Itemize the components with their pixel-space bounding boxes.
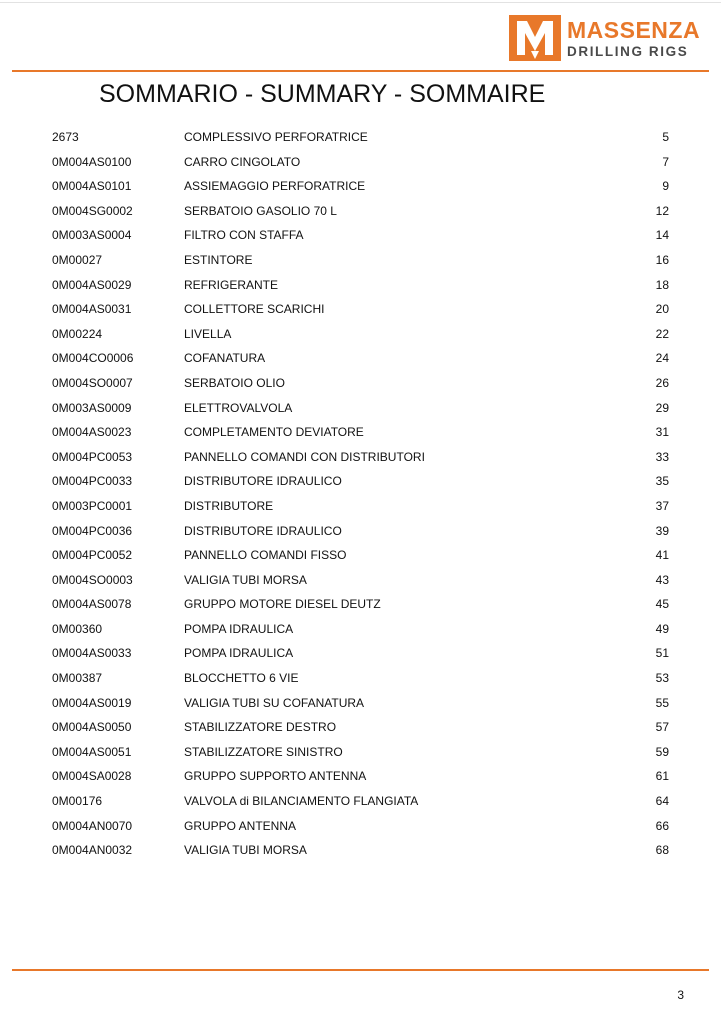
toc-row	[0, 248, 721, 273]
toc-description: PANNELLO COMANDI CON DISTRIBUTORI	[184, 449, 425, 464]
toc-code: 0M003AS0004	[52, 228, 132, 243]
toc-description: DISTRIBUTORE IDRAULICO	[184, 474, 342, 489]
toc-page-number: 59	[655, 744, 669, 759]
toc-page-number: 18	[655, 277, 669, 292]
toc-description: ESTINTORE	[184, 252, 253, 267]
toc-row	[0, 814, 721, 839]
toc-row	[0, 715, 721, 740]
toc-description: COLLETTORE SCARICHI	[184, 302, 325, 317]
toc-page-number: 57	[655, 720, 669, 735]
toc-row	[0, 519, 721, 544]
toc-description: VALIGIA TUBI SU COFANATURA	[184, 695, 365, 710]
toc-page-number: 14	[655, 228, 669, 243]
toc-code: 0M004CO0006	[52, 351, 134, 366]
toc-description: CARRO CINGOLATO	[184, 154, 301, 169]
toc-code: 0M004SA0028	[52, 769, 132, 784]
toc-row	[0, 322, 721, 347]
toc-description: POMPA IDRAULICA	[184, 621, 294, 636]
toc-code: 0M004AS0100	[52, 154, 132, 169]
toc-page-number: 26	[655, 375, 669, 390]
toc-page-number: 53	[655, 671, 669, 686]
toc-description: STABILIZZATORE SINISTRO	[184, 744, 343, 759]
toc-code: 0M003PC0001	[52, 498, 133, 513]
toc-code: 0M004AS0031	[52, 302, 132, 317]
toc-row	[0, 789, 721, 814]
toc-description: DISTRIBUTORE	[184, 498, 274, 513]
toc-description: COMPLESSIVO PERFORATRICE	[184, 130, 368, 144]
top-border-line	[0, 2, 721, 3]
toc-page-number: 43	[655, 572, 669, 587]
toc-row	[0, 297, 721, 322]
toc-description: GRUPPO SUPPORTO ANTENNA	[184, 769, 367, 784]
toc-page-number: 41	[655, 548, 669, 563]
toc-page-number: 61	[655, 769, 669, 784]
toc-row	[0, 592, 721, 617]
toc-code: 0M004PC0036	[52, 523, 133, 538]
toc-row	[0, 543, 721, 568]
toc-code: 0M004AS0101	[52, 179, 132, 194]
toc-row	[0, 199, 721, 224]
brand-name: MASSENZA	[567, 17, 701, 43]
toc-page-number: 49	[655, 621, 669, 636]
toc-code: 0M004AN0032	[52, 843, 133, 858]
toc-code: 0M004PC0053	[52, 449, 133, 464]
toc-code: 2673	[52, 130, 79, 144]
toc-row	[0, 691, 721, 716]
toc-code: 0M004SO0003	[52, 572, 133, 587]
toc-page-number: 35	[655, 474, 669, 489]
toc-page-number: 7	[662, 154, 669, 169]
toc-page-number: 31	[655, 425, 669, 440]
toc-code: 0M004AS0029	[52, 277, 132, 292]
toc-code: 0M004AS0019	[52, 695, 132, 710]
toc-row	[0, 150, 721, 175]
toc-row	[0, 125, 721, 150]
toc-page-number: 64	[655, 794, 669, 809]
toc-row	[0, 838, 721, 863]
toc-code: 0M003AS0009	[52, 400, 132, 415]
toc-row	[0, 764, 721, 789]
toc-code: 0M004PC0052	[52, 548, 133, 563]
toc-code: 0M004SO0007	[52, 375, 133, 390]
toc-description: COFANATURA	[184, 351, 266, 366]
toc-page-number: 5	[662, 130, 669, 144]
toc-row	[0, 223, 721, 248]
toc-page-number: 45	[655, 597, 669, 612]
toc-page-number: 29	[655, 400, 669, 415]
toc-code: 0M004AS0050	[52, 720, 132, 735]
toc-row	[0, 617, 721, 642]
toc-row	[0, 420, 721, 445]
toc-description: DISTRIBUTORE IDRAULICO	[184, 523, 342, 538]
massenza-m-logo-icon	[509, 15, 561, 61]
toc-description: PANNELLO COMANDI FISSO	[184, 548, 347, 563]
toc-row	[0, 445, 721, 470]
toc-code: 0M004AS0033	[52, 646, 132, 661]
toc-code: 0M004PC0033	[52, 474, 133, 489]
toc-page-number: 51	[655, 646, 669, 661]
toc-description: ELETTROVALVOLA	[184, 400, 293, 415]
toc-row	[0, 273, 721, 298]
toc-description: GRUPPO MOTORE DIESEL DEUTZ	[184, 597, 381, 612]
toc-row	[0, 371, 721, 396]
toc-page-number: 68	[655, 843, 669, 858]
toc-row	[0, 568, 721, 593]
toc-code: 0M00387	[52, 671, 103, 686]
footer-divider	[12, 969, 709, 971]
toc-page-number: 22	[655, 326, 669, 341]
toc-row	[0, 641, 721, 666]
toc-description: GRUPPO ANTENNA	[184, 818, 297, 833]
brand-tagline: DRILLING RIGS	[567, 44, 689, 59]
toc-description: POMPA IDRAULICA	[184, 646, 294, 661]
toc-code: 0M004AS0051	[52, 744, 132, 759]
toc-row	[0, 494, 721, 519]
toc-code: 0M004AN0070	[52, 818, 133, 833]
toc-description: VALIGIA TUBI MORSA	[184, 572, 307, 587]
toc-row	[0, 396, 721, 421]
toc-row	[0, 174, 721, 199]
toc-page-number: 66	[655, 818, 669, 833]
toc-code: 0M00027	[52, 252, 103, 267]
toc-row	[0, 666, 721, 691]
page-number: 3	[677, 988, 684, 1002]
toc-row	[0, 469, 721, 494]
toc-description: VALIGIA TUBI MORSA	[184, 843, 307, 858]
toc-code: 0M004AS0023	[52, 425, 132, 440]
toc-description: COMPLETAMENTO DEVIATORE	[184, 425, 364, 440]
toc-code: 0M00360	[52, 621, 103, 636]
toc-page-number: 12	[655, 203, 669, 218]
toc-page-number: 55	[655, 695, 669, 710]
toc-page-number: 37	[655, 498, 669, 513]
toc-description: SERBATOIO OLIO	[184, 375, 285, 390]
toc-page-number: 39	[655, 523, 669, 538]
massenza-logo	[509, 15, 709, 61]
toc-code: 0M004AS0078	[52, 597, 132, 612]
toc-description: BLOCCHETTO 6 VIE	[184, 671, 299, 686]
header-divider	[12, 70, 709, 72]
page-title: SOMMARIO - SUMMARY - SOMMAIRE	[99, 80, 546, 108]
toc-page-number: 9	[662, 179, 669, 194]
toc-row	[0, 346, 721, 371]
toc-description: STABILIZZATORE DESTRO	[184, 720, 337, 735]
toc-page-number: 33	[655, 449, 669, 464]
toc-page-number: 20	[655, 302, 669, 317]
toc-description: LIVELLA	[184, 326, 232, 341]
toc-page-number: 24	[655, 351, 669, 366]
table-of-contents	[0, 125, 721, 863]
toc-description: REFRIGERANTE	[184, 277, 279, 292]
toc-description: SERBATOIO GASOLIO 70 L	[184, 203, 337, 218]
toc-code: 0M00224	[52, 326, 103, 341]
toc-description: VALVOLA di BILANCIAMENTO FLANGIATA	[184, 794, 419, 809]
toc-page-number: 16	[655, 252, 669, 267]
toc-row	[0, 740, 721, 765]
toc-description: ASSIEMAGGIO PERFORATRICE	[184, 179, 366, 194]
toc-description: FILTRO CON STAFFA	[184, 228, 304, 243]
toc-code: 0M00176	[52, 794, 103, 809]
toc-code: 0M004SG0002	[52, 203, 133, 218]
